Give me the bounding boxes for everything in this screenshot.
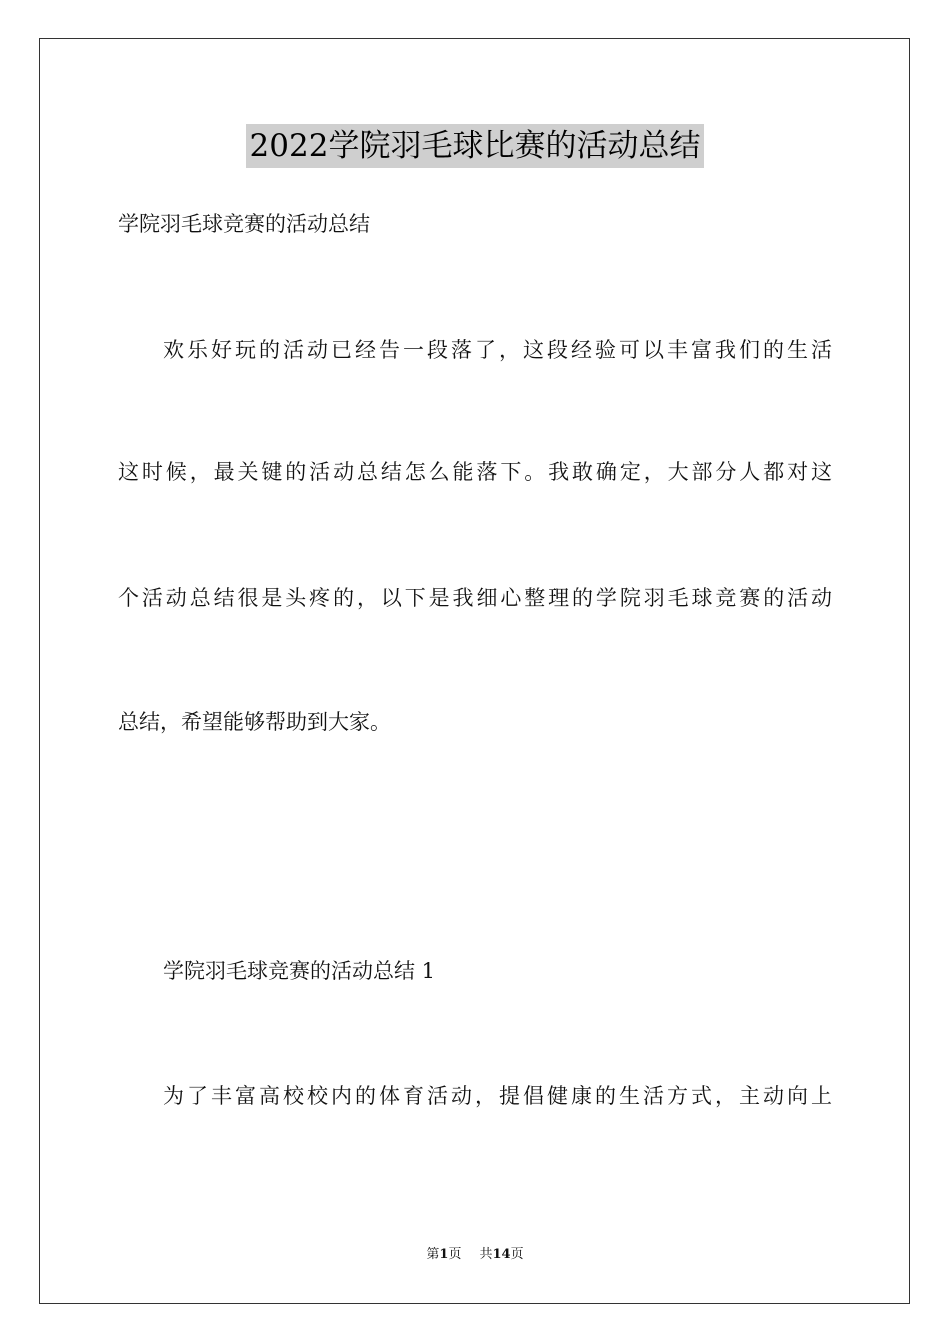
paragraph-line: 个活动总结很是头疼的，以下是我细心整理的学院羽毛球竞赛的活动 [118, 586, 832, 610]
paragraph-line: 欢乐好玩的活动已经告一段落了，这段经验可以丰富我们的生活 [163, 338, 832, 362]
total-prefix: 共 [479, 1247, 493, 1262]
title-container [0, 124, 950, 168]
page-number: 1 [439, 1247, 449, 1262]
page-prefix: 第 [426, 1247, 440, 1262]
paragraph-line: 为了丰富高校校内的体育活动，提倡健康的生活方式，主动向上 [163, 1084, 832, 1108]
document-subtitle: 学院羽毛球竞赛的活动总结 [118, 212, 370, 236]
total-pages: 14 [492, 1247, 511, 1262]
total-suffix: 页 [510, 1247, 524, 1262]
paragraph-line: 总结，希望能够帮助到大家。 [118, 710, 391, 734]
page-suffix: 页 [448, 1247, 462, 1262]
document-title: 2022学院羽毛球比赛的活动总结 [246, 124, 705, 168]
section-heading: 学院羽毛球竞赛的活动总结 1 [163, 959, 436, 983]
page-footer [0, 1246, 950, 1264]
paragraph-line: 这时候，最关键的活动总结怎么能落下。我敢确定，大部分人都对这 [118, 460, 832, 484]
